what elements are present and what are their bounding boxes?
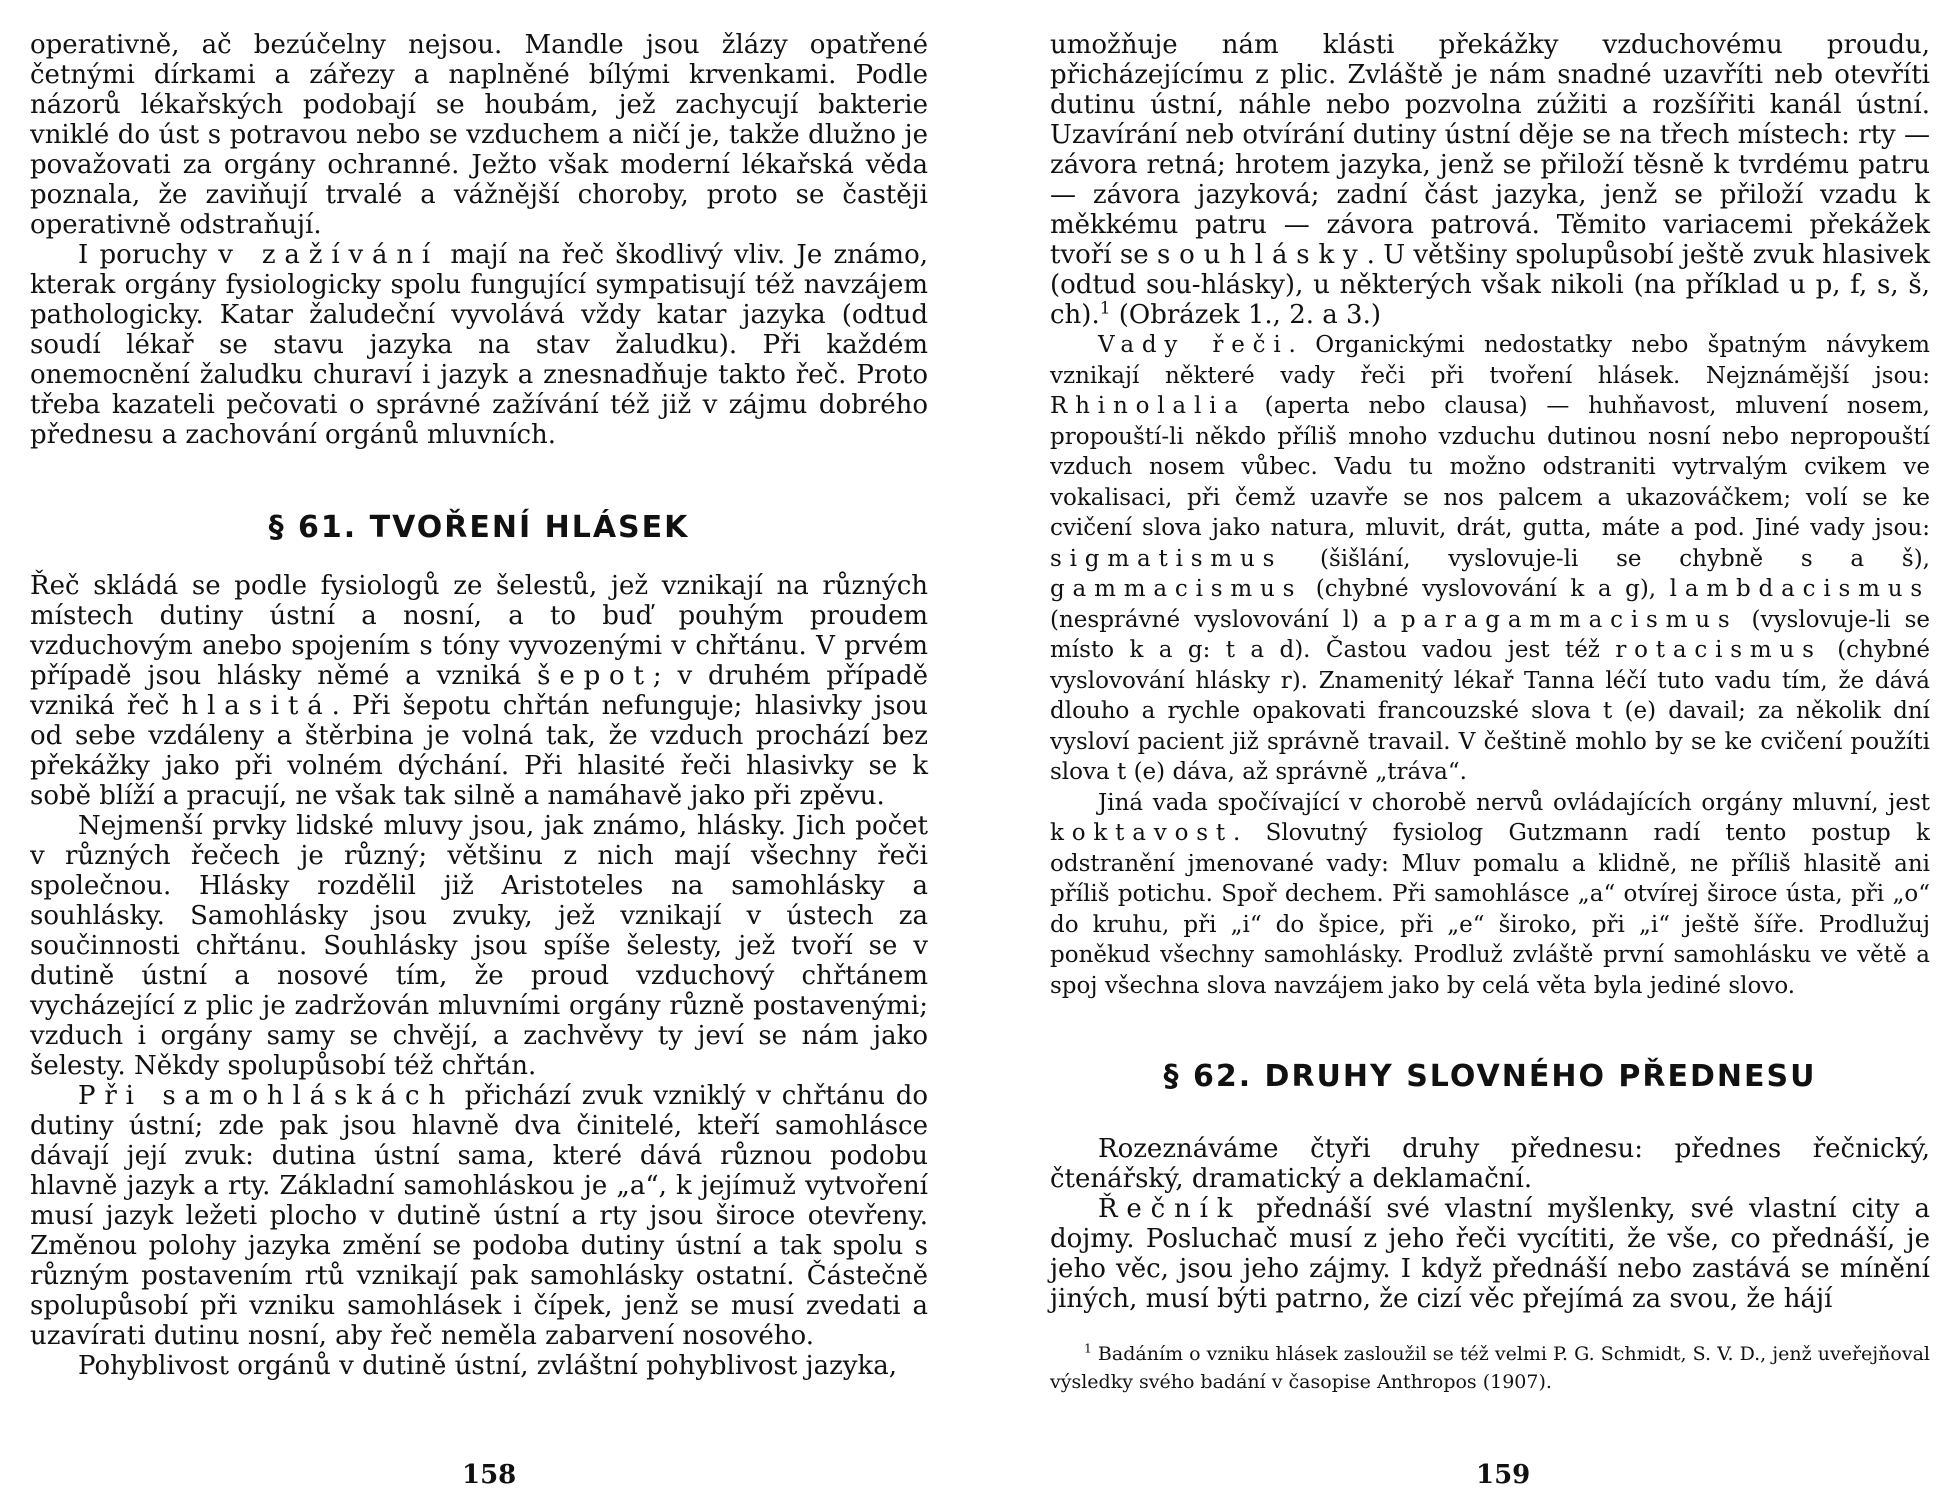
section-heading-62: § 62. DRUHY SLOVNÉHO PŘEDNESU	[1163, 1059, 1817, 1094]
spaced-term: sigmatismus	[1050, 545, 1283, 572]
spaced-term: v zažívání	[218, 240, 440, 270]
spaced-term: šepot	[537, 661, 653, 691]
spaced-term: Při samohláskách	[78, 1081, 455, 1111]
spaced-term: gammacismus	[1050, 576, 1303, 602]
left-page	[30, 30, 928, 1381]
footnote-marker: 1	[1084, 1341, 1092, 1356]
footnote: $^1$ Badáním o vzniku hlásek zasloužil se též velmi P. G. Schmidt, S. V. D., jenž uveřejňoval výsledky svého badání v časopise Anthropos (1907).	[1050, 1341, 1930, 1393]
left-paragraph-6: Pohyblivost orgánů v dutině ústní, zvláštní pohyblivost jazyka,	[78, 1351, 897, 1381]
left-paragraph-2: I poruchy v zažívání mají na řeč škodlivý vliv. Je známo, kterak orgány fysiologicky spolu fungující sympatisují též navzájem pathologicky. Katar žaludeční vyvolává vždy katar jazyka (odtud soudí lékař se stavu jazyka na stav žaludku). Při každém onemocnění žaludku churaví i jazyk a znesnadňuje takto řeč. Proto třeba kazateli pečovati o správné zažívání též již v zájmu dobrého přednesu a zachování orgánů mluvních.	[30, 240, 928, 450]
left-paragraph-3: Řeč skládá se podle fysiologů ze šelestů, jež vznikají na různých místech dutiny ústní a nosní, a to buď pouhým proudem vzduchovým anebo spojením s tóny vyvozenými v chřtánu. V prvém případě jsou hlásky němé a vzniká šepot; v druhém případě vzniká řeč hlasitá. Při šepotu chřtán nefunguje; hlasivky jsou od sebe vzdáleny a štěrbina je volná tak, že vzduch prochází bez překážky jako při volném dýchání. Při hlasité řeči hlasivky se k sobě blíží a pracují, ne však tak silně a namáhavě jako při zpěvu.	[30, 571, 928, 811]
spaced-term: Řečník	[1098, 1194, 1242, 1224]
spaced-term: lambdacismus	[1669, 576, 1930, 602]
spaced-term: Vady řeči	[1098, 332, 1289, 358]
spaced-term: hlasitá	[181, 691, 332, 721]
left-paragraph-1: operativně, ač bezúčelny nejsou. Mandle jsou žlázy opatřené četnými dírkami a zářezy a naplněné bílými krvenkami. Podle názorů lékařských podobají se houbám, jež zachycují bakterie vniklé do úst s potravou nebo se vzduchem a ničí je, takže dlužno je považovati za orgány ochranné. Ježto však moderní lékařská věda poznala, že zaviňují trvalé a vážnější choroby, proto se častěji operativně odstraňují.	[30, 30, 928, 240]
right-paragraph-5: Řečník přednáší své vlastní myšlenky, své vlastní city a dojmy. Posluchač musí z jeho řeči vycítiti, že vše, co přednáší, je jeho věc, jsou jeho zájmy. I když přednáší nebo zastává se mínění jiných, musí býti patrno, že cizí věc přejímá za svou, že hájí	[1050, 1194, 1930, 1314]
footnote-reference: 1	[1099, 297, 1111, 318]
right-paragraph-2: Vady řeči. Organickými nedostatky nebo špatným návykem vznikají některé vady řeči při tvoření hlásek. Nejznámější jsou: Rhinolalia (aperta nebo clausa) — huhňavost, mluvení nosem, propouští-li někdo příliš mnoho vzduchu dutinou nosní nebo nepropouští vzduch nosem vůbec. Vadu tu možno odstraniti vytrvalým cvikem ve vokalisaci, při čemž uzavře se nos palcem a ukazováčkem; volí se ke cvičení slova jako natura, mluvit, drát, gutta, máte a pod. Jiné vady jsou: sigmatismus (šišlání, vyslovuje-li se chybně s a š), gammacismus (chybné vyslovování k a g), lambdacismus (nesprávné vyslovování l) a paragammacismus (vyslovuje-li se místo k a g: t a d). Častou vadou jest též rotacismus (chybné vyslovování hlásky r). Znamenitý lékař Tanna léčí tuto vadu tím, že dává dlouho a rychle opakovati francouzské slova t (e) davail; za několik dní vysloví pacient již správně travail. V češtině mohlo by se ke cvičení použíti slova t (e) dáva, až správně „tráva“.	[1050, 332, 1930, 785]
right-paragraph-1: umožňuje nám klásti překážky vzduchovému proudu, přicházejícímu z plic. Zvláště je nám snadné uzavříti neb otevříti dutinu ústní, náhle nebo pozvolna zúžiti a rozšířiti kanál ústní. Uzavírání neb otvírání dutiny ústní děje se na třech místech: rty — závora retná; hrotem jazyka, jenž se přiloží těsně k tvrdému patru — závora jazyková; zadní část jazyka, jenž se přiloží vzadu k měkkému patru — závora patrová. Těmito variacemi překážek tvoří se souhlásky. U většiny spolupůsobí ještě zvuk hlasivek (odtud sou-hlásky), u některých však nikoli (na příklad u p, f, s, š, ch).$^1$ (Obrázek 1., 2. a 3.)	[1050, 30, 1930, 330]
spaced-term: Rhinolalia	[1050, 393, 1246, 419]
right-paragraph-4: Rozeznáváme čtyři druhy přednesu: přednes řečnický, čtenářský, dramatický a deklamační.	[1050, 1134, 1930, 1194]
spaced-term: paragammacismus	[1400, 606, 1738, 633]
left-paragraph-5: Při samohláskách přichází zvuk vzniklý v chřtánu do dutiny ústní; zde pak jsou hlavně dva činitelé, kteří samohlásce dávají její zvuk: dutina ústní sama, které dává různou podobu hlavně jazyk a rty. Základní samohláskou je „a“, k jejímuž vytvoření musí jazyk ležeti plocho v dutině ústní a rty jsou široce otevřeny. Změnou polohy jazyka změní se podoba dutiny ústní a tak spolu s různým postavením rtů vznikají pak samohlásky ostatní. Částečně spolupůsobí při vzniku samohlásek i čípek, jenž se musí zvedati a uzavírati dutinu nosní, aby řeč neměla zabarvení nosového.	[30, 1081, 928, 1351]
section-heading-61: § 61. TVOŘENÍ HLÁSEK	[268, 510, 690, 545]
right-paragraph-3: Jiná vada spočívající v chorobě nervů ovládajících orgány mluvní, jest koktavost. Slovutný fysiolog Gutzmann radí tento postup k odstranění jmenované vady: Mluv pomalu a klidně, ne příliš hlasitě ani příliš potichu. Spoř dechem. Při samohlásce „a“ otvírej široce ústa, při „o“ do kruhu, při „i“ do špice, při „e“ široko, při „i“ ještě šíře. Prodlužuj poněkud všechny samohlásky. Prodluž zvláště první samohlásku ve větě a spoj všechna slova navzájem jako by celá věta byla jediné slovo.	[1050, 789, 1930, 999]
left-paragraph-4: Nejmenší prvky lidské mluvy jsou, jak známo, hlásky. Jich počet v různých řečech je různý; většinu z nich mají všechny řeči společnou. Hlásky rozdělil již Aristoteles na samohlásky a souhlásky. Samohlásky jsou zvuky, jež vznikají v ústech za součinnosti chřtánu. Souhlásky jsou spíše šelesty, jež tvoří se v dutině ústní a nosové tím, že proud vzduchový chřtánem vycházející z plic je zadržován mluvními orgány různě postavenými; vzduch i orgány samy se chvějí, a zachvěvy ty jeví se nám jako šelesty. Někdy spolupůsobí též chřtán.	[30, 811, 928, 1081]
page-number-left: 158	[462, 1460, 517, 1490]
spaced-term: rotacismus	[1615, 637, 1822, 663]
page-number-right: 159	[1476, 1460, 1531, 1490]
spaced-term: souhlásky	[1156, 240, 1367, 270]
spaced-term: koktavost	[1050, 820, 1233, 846]
right-page	[1050, 30, 1930, 1396]
